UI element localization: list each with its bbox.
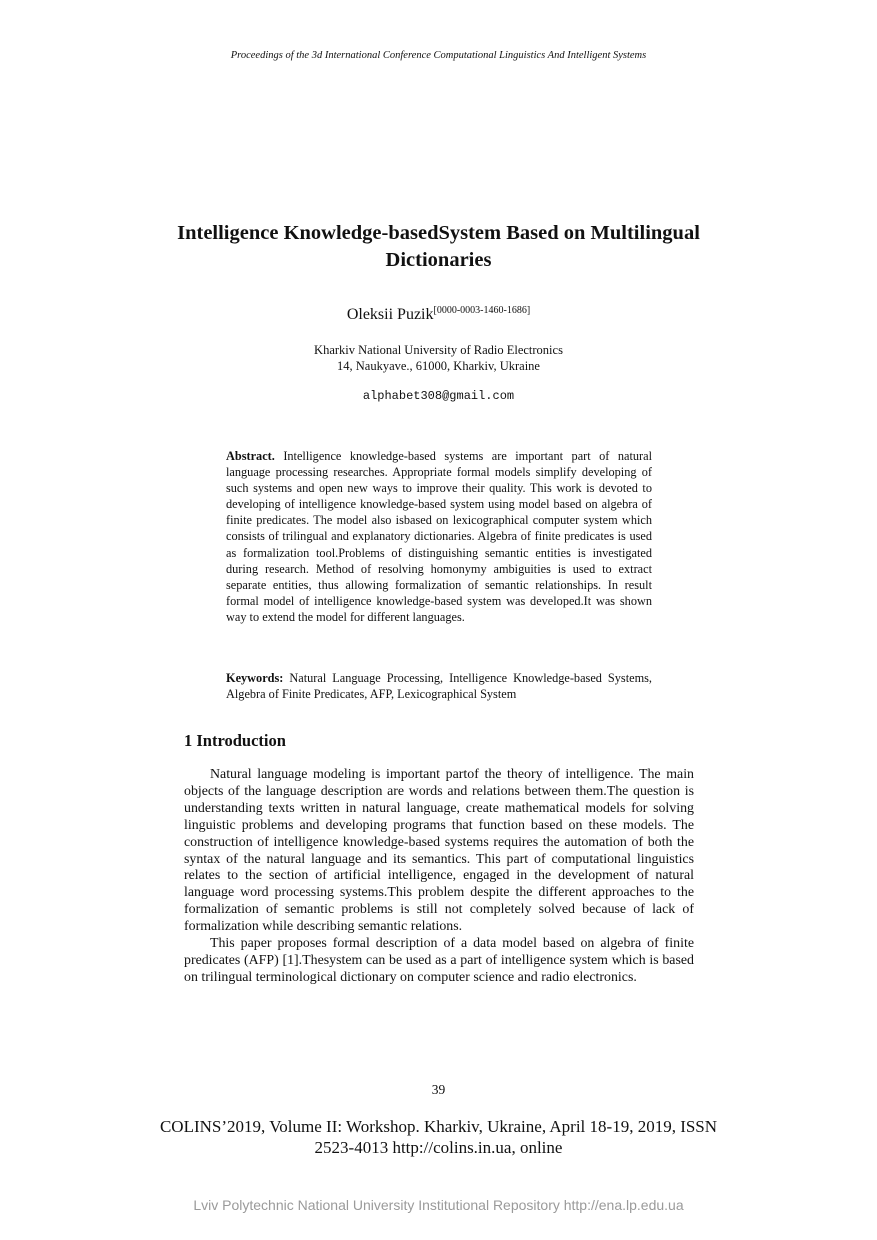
affiliation bbox=[0, 342, 877, 374]
author-name: Oleksii Puzik bbox=[346, 306, 434, 323]
body-paragraph: Natural language modeling is important partof the theory of intelligence. The main objects of the language description are words and relations between them.The question is understanding texts written in natural language, create mathematical models for solving linguistic problems and developing programs that function based on these models. The construction of intelligence knowledge-based systems requires the automation of both the syntax of the natural language and its semantics. This part of computational linguistics relates to the section of artificial intelligence, engaged in the development of natural language word processing systems.This problem despite the different approaches to the formalization of semantic problems is still not completely solved because of lack of formalization while describing semantic relations. bbox=[184, 767, 694, 935]
section-heading: 1 Introduction bbox=[184, 731, 286, 750]
conference-footer: COLINS’2019, Volume II: Workshop. Kharkiv, Ukraine, April 18-19, 2019, ISSN 2523-4013 http://colins.in.ua, online bbox=[159, 1117, 718, 1157]
affiliation-line-1: Kharkiv National University of Radio Electronics bbox=[314, 343, 563, 357]
keywords-text: Natural Language Processing, Intelligence Knowledge-based Systems, Algebra of Finite Predicates, AFP, Lexicographical System bbox=[226, 671, 652, 702]
running-head: Proceedings of the 3d International Conference Computational Linguistics And Intelligent Systems bbox=[230, 50, 647, 61]
body-paragraph: This paper proposes formal description of a data model based on algebra of finite predicates (AFP) [1].Thesystem can be used as a part of intelligence system which is based on trilingual terminological dictionary on computer science and radio electronics. bbox=[184, 936, 694, 985]
paper-title: Intelligence Knowledge-basedSystem Based on Multilingual Dictionaries bbox=[177, 222, 700, 271]
page-number: 39 bbox=[431, 1082, 446, 1097]
abstract-text: Intelligence knowledge-based systems are important part of natural language processing researches. Appropriate formal models simplify developing of such systems and open new ways to improve their quality. This work is devoted to developing of intelligence knowledge-based system using model based on algebra of finite predicates. The model also isbased on lexicographical computer system which consists of trilingual and explanatory dictionaries. Algebra of finite predicates is used as formalization tool.Problems of distinguishing semantic entities is investigated during research. Method of resolving homonymy ambiguities is used to extract separate entities, thus allowing formalization of semantic relationships. In result formal model of intelligence knowledge-based system was developed.It was shown way to extend the model for different languages. bbox=[226, 449, 652, 624]
author-orcid: [0000-0003-1460-1686] bbox=[433, 305, 531, 316]
affiliation-line-2: 14, Naukyave., 61000, Kharkiv, Ukraine bbox=[337, 359, 540, 373]
keywords-label: Keywords: bbox=[226, 671, 284, 685]
abstract-label: Abstract. bbox=[226, 449, 275, 463]
repository-watermark: Lviv Polytechnic National University Institutional Repository http://ena.lp.edu.ua bbox=[193, 1197, 684, 1213]
section-body bbox=[184, 767, 694, 987]
author-email: alphabet308@gmail.com bbox=[362, 389, 515, 403]
abstract bbox=[226, 448, 652, 625]
author-line bbox=[0, 305, 877, 324]
keywords bbox=[226, 670, 652, 702]
